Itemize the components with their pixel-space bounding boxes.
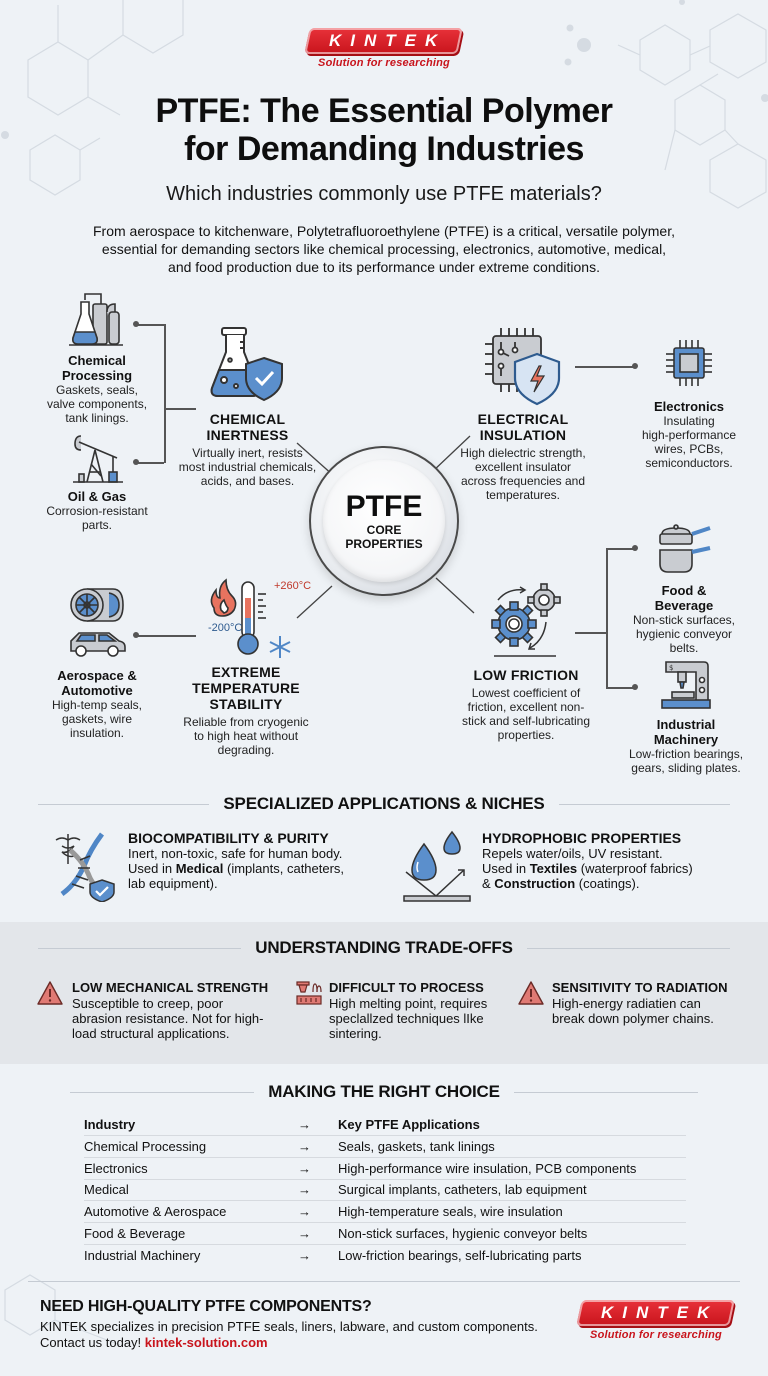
tradeoff-radiation-sensitivity: SENSITIVITY TO RADIATION High-energy radiatien can break down polymer chains. bbox=[517, 980, 757, 1026]
water-drop-icon bbox=[402, 830, 472, 902]
tradeoff-low-mechanical-strength: LOW MECHANICAL STRENGTH Susceptible to creep, poor abrasion resistance. Not for high- load structural applications. bbox=[36, 980, 286, 1041]
table-row: Electronics → High-performance wire insulation, PCB components bbox=[84, 1157, 686, 1179]
oil-pump-icon bbox=[67, 432, 127, 484]
arrow-icon: → bbox=[298, 1247, 311, 1263]
flask-shield-icon bbox=[208, 322, 288, 406]
specialized-biocompatibility: BIOCOMPATIBILITY & PURITY Inert, non-toxic, safe for human body. Used in Medical (implants, catheters, lab equipment). bbox=[50, 830, 390, 902]
jet-car-icon bbox=[65, 585, 129, 661]
footer-divider bbox=[28, 1281, 740, 1282]
intro-paragraph: From aerospace to kitchenware, Polytetrafluoroethylene (PTFE) is a critical, versatile polymer, essential for demanding sectors like chemical processing, electronics, automotive, medical, and food production due to its performance under extreme conditions. bbox=[92, 223, 675, 275]
property-chemical-inertness: CHEMICAL INERTNESS Virtually inert, resists most industrial chemicals, acids, and bases. bbox=[170, 322, 325, 488]
table-header-row: Industry → Key PTFE Applications bbox=[84, 1114, 686, 1136]
property-low-friction: LOW FRICTION Lowest coefficient of friction, excellent non- stick and self-lubricating properties. bbox=[452, 578, 600, 742]
warning-icon bbox=[36, 980, 64, 1006]
chip-icon bbox=[664, 338, 714, 388]
tradeoff-difficult-to-process: DIFFICULT TO PROCESS High melting point, requires speclallzed techniques lIke sintering. bbox=[295, 980, 515, 1041]
arrow-icon: → bbox=[298, 1201, 338, 1223]
table-row: Chemical Processing → Seals, gaskets, tank linings bbox=[84, 1136, 686, 1158]
kintek-tagline: Solution for researching bbox=[318, 57, 450, 69]
svg-text:$: $ bbox=[669, 664, 674, 672]
arrow-icon: → bbox=[298, 1179, 338, 1201]
pots-icon bbox=[654, 524, 714, 574]
chemical-plant-icon bbox=[67, 290, 127, 348]
industry-chemical-processing: Chemical Processing Gaskets, seals, valve components, tank linings. bbox=[36, 290, 158, 425]
temp-high-label: +260°C bbox=[274, 580, 312, 592]
circuit-shield-icon bbox=[481, 326, 565, 406]
industry-food-beverage: Food & Beverage Non-stick surfaces, hygienic conveyor belts. bbox=[620, 524, 748, 655]
table-row: Automotive & Aerospace → High-temperature seals, wire insulation bbox=[84, 1201, 686, 1223]
dna-caduceus-icon bbox=[50, 830, 118, 902]
arrow-icon: → bbox=[298, 1157, 338, 1179]
cta-block: NEED HIGH-QUALITY PTFE COMPONENTS? KINTEK specializes in precision PTFE seals, liners, labware, and custom components. Contact us today! kintek-solution.com bbox=[40, 1298, 538, 1350]
table-row: Industrial Machinery → Low-friction bearings, self-lubricating parts bbox=[84, 1244, 686, 1266]
industry-oil-gas: Oil & Gas Corrosion-resistant parts. bbox=[36, 432, 158, 532]
temp-low-label: -200°C bbox=[208, 622, 243, 634]
choice-section-header: MAKING THE RIGHT CHOICE bbox=[70, 1082, 698, 1102]
kintek-logo-bottom[interactable] bbox=[568, 1300, 744, 1341]
kintek-logo-badge: KINTEK bbox=[577, 1300, 736, 1326]
machine-icon bbox=[658, 658, 714, 710]
choice-table bbox=[84, 1114, 686, 1266]
kintek-logo-badge: KINTEK bbox=[305, 28, 464, 54]
gears-icon bbox=[484, 578, 568, 658]
warning-icon bbox=[517, 980, 545, 1006]
ptfe-core-circle: PTFE CORE PROPERTIES bbox=[309, 446, 459, 596]
arrow-icon: → bbox=[298, 1222, 338, 1244]
table-row: Medical → Surgical implants, catheters, lab equipment bbox=[84, 1179, 686, 1201]
kintek-tagline: Solution for researching bbox=[590, 1329, 722, 1341]
specialized-hydrophobic: HYDROPHOBIC PROPERTIES Repels water/oils, UV resistant. Used in Textiles (waterproof fabrics) & Construction (coatings). bbox=[402, 830, 742, 902]
press-icon bbox=[295, 980, 323, 1006]
industry-industrial-machinery: $ Industrial Machinery Low-friction bearings, gears, sliding plates. bbox=[612, 658, 760, 775]
table-row: Food & Beverage → Non-stick surfaces, hygienic conveyor belts bbox=[84, 1222, 686, 1244]
page-title: PTFE: The Essential Polymer for Demanding Industries bbox=[155, 92, 613, 168]
industry-electronics: Electronics Insulating high-performance wires, PCBs, semiconductors. bbox=[630, 338, 748, 470]
specialized-section-header: SPECIALIZED APPLICATIONS & NICHES bbox=[38, 794, 730, 814]
arrow-icon: → bbox=[298, 1114, 338, 1136]
tradeoffs-section-header: UNDERSTANDING TRADE-OFFS bbox=[38, 938, 730, 958]
property-electrical-insulation: ELECTRICAL INSULATION High dielectric strength, excellent insulator across frequencies and temperatures. bbox=[448, 326, 598, 502]
arrow-icon: → bbox=[298, 1136, 338, 1158]
property-temperature-stability: +260°C -200°C EXTREME TEMPERATURE STABILITY Reliable from cryogenic to high heat without degrading. bbox=[183, 580, 312, 757]
website-link[interactable]: kintek-solution.com bbox=[144, 1335, 268, 1350]
industry-aerospace-automotive: Aerospace & Automotive High-temp seals, gaskets, wire insulation. bbox=[36, 585, 158, 740]
page-subtitle: Which industries commonly use PTFE materials? bbox=[166, 183, 602, 205]
